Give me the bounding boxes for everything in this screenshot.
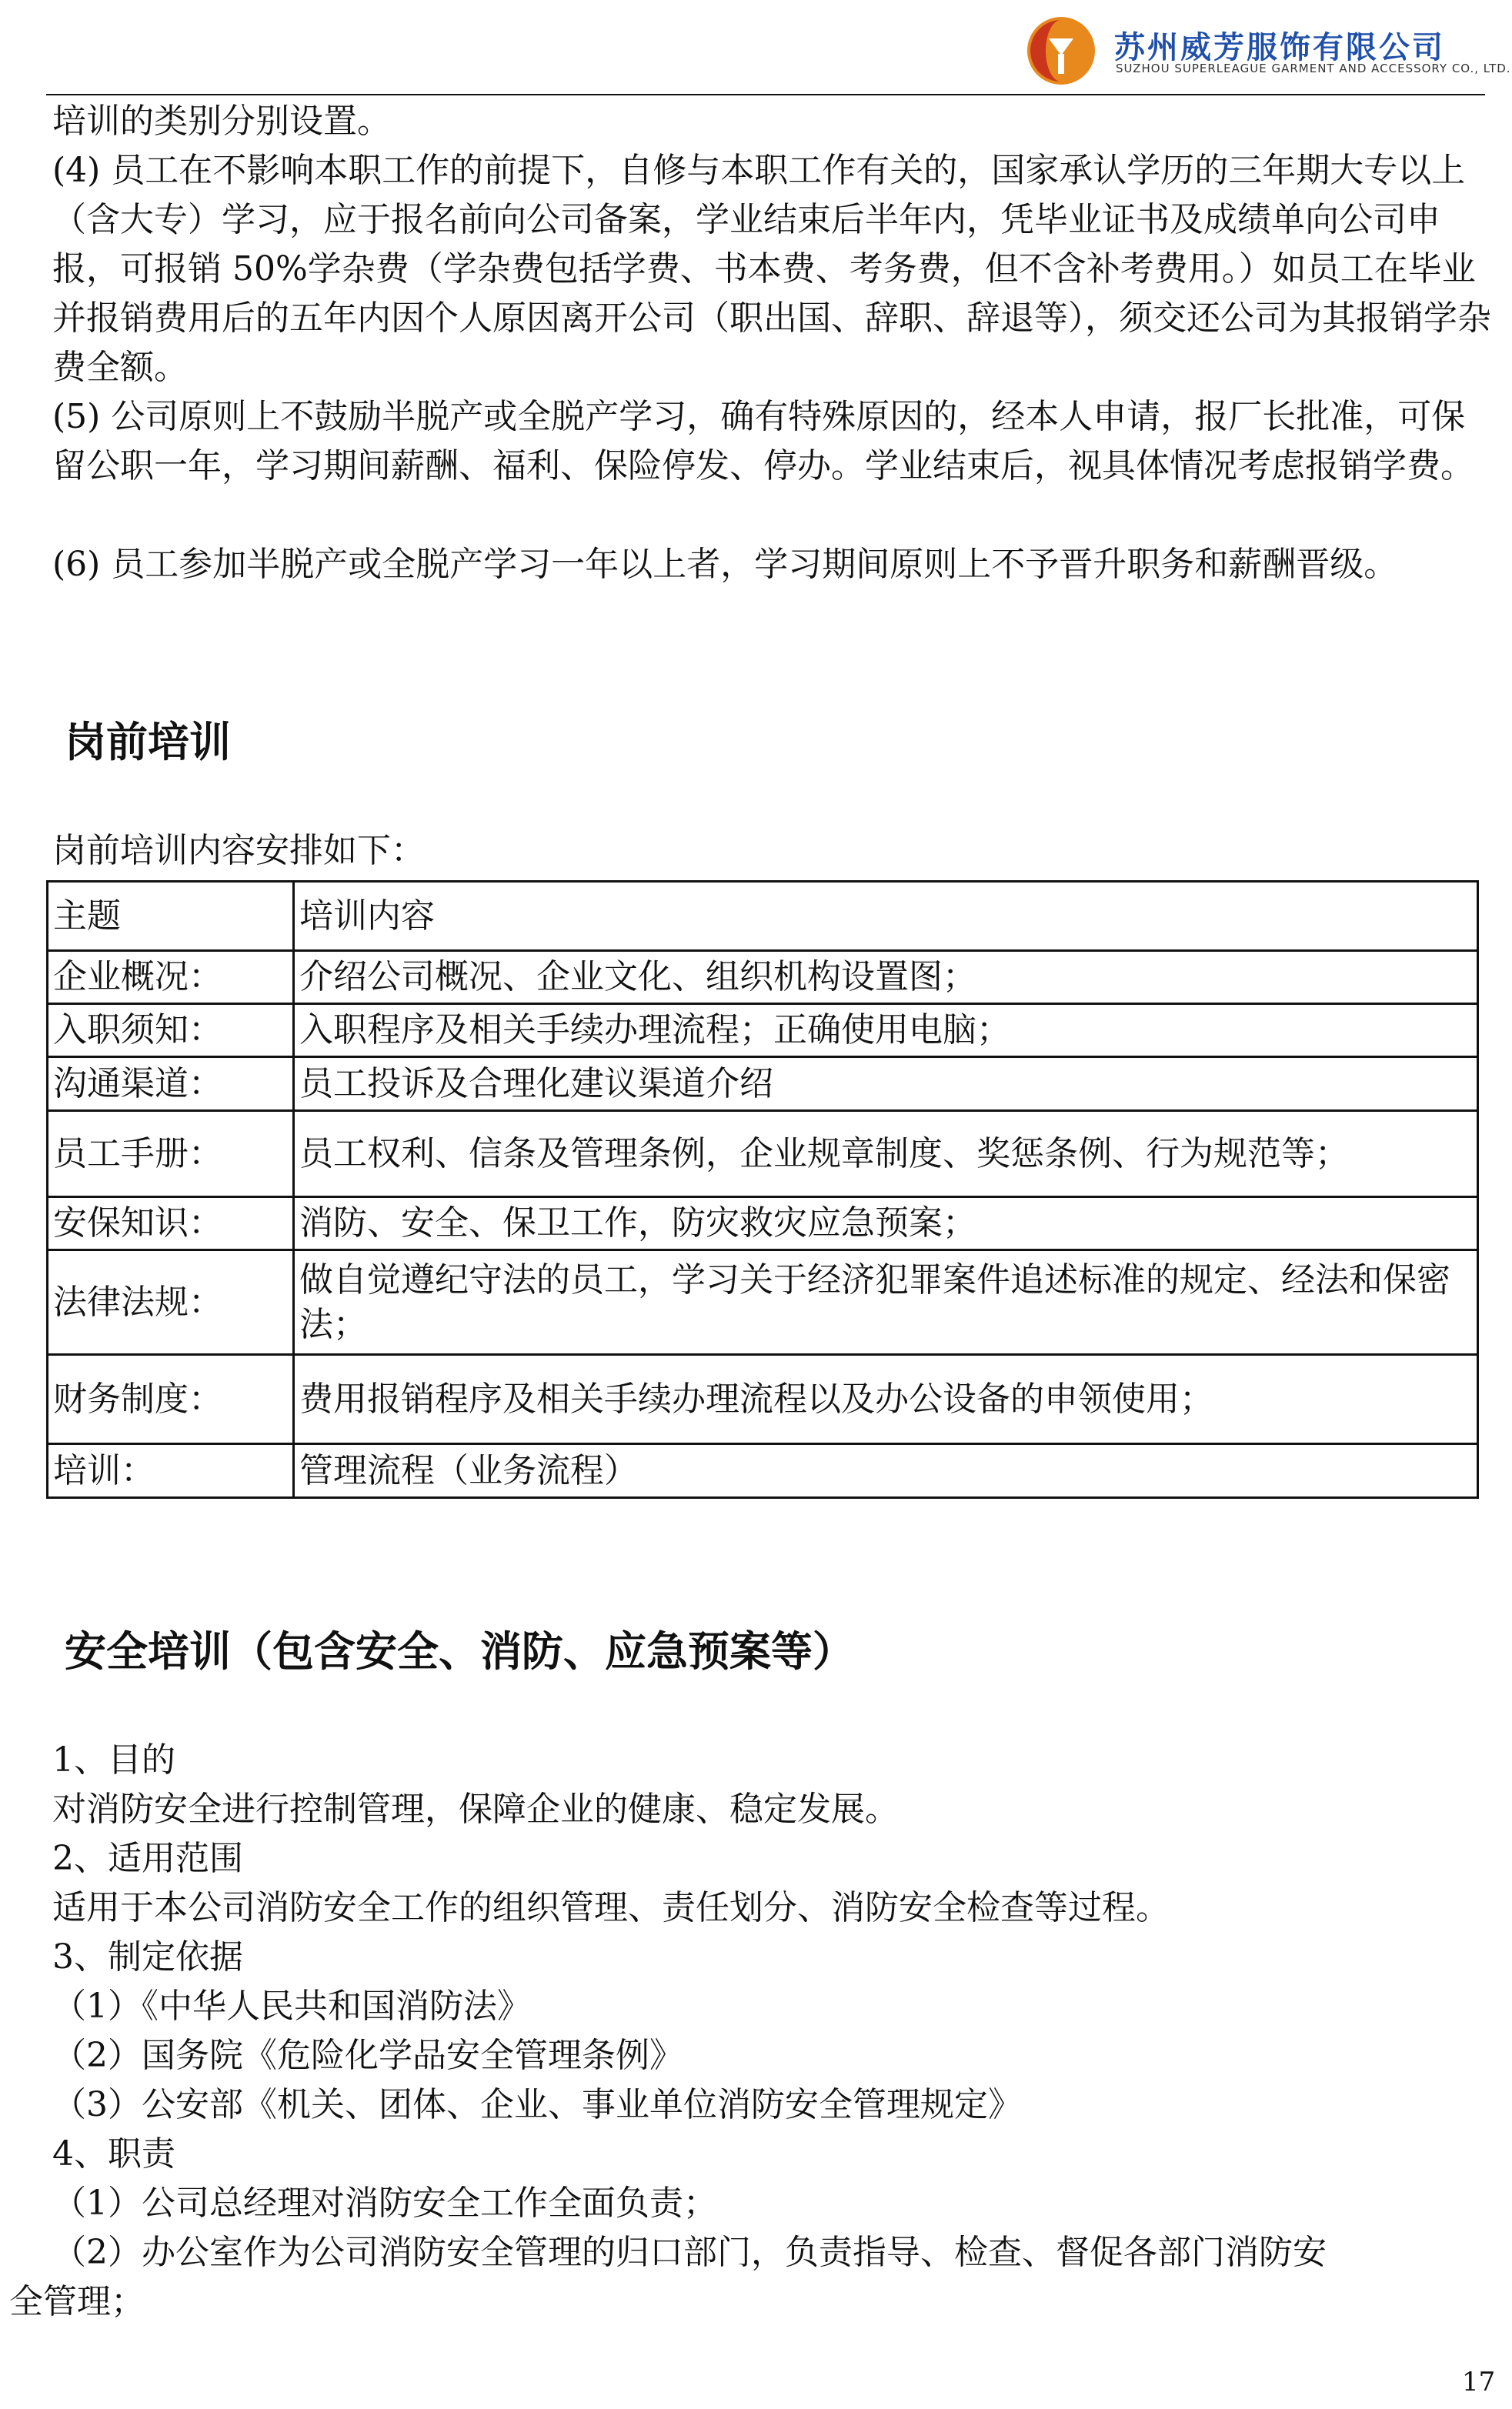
table-cell-topic: 法律法规： xyxy=(48,1250,294,1355)
table-row xyxy=(48,1057,1478,1111)
table-row xyxy=(48,951,1478,1004)
table-row xyxy=(48,1111,1478,1197)
table-cell-content: 介绍公司概况、企业文化、组织机构设置图； xyxy=(294,951,1478,1004)
item-4-paragraph: (4) 员工在不影响本职工作的前提下，自修与本职工作有关的，国家承认学历的三年期大专以上（含大专）学习，应于报名前向公司备案，学业结束后半年内，凭毕业证书及成绩单向公司申报，可报销 50%学杂费（学杂费包括学费、书本费、考务费，但不含补考费用。）如员工在毕业并报销费用后的五年内因个人原因离开公司（职出国、辞职、辞退等），须交还公司为其报销学杂费全额。 xyxy=(52,151,1491,387)
safety-line: （2）国务院《危险化学品安全管理条例》 xyxy=(52,2036,683,2075)
safety-line: （3）公安部《机关、团体、企业、事业单位消防安全管理规定》 xyxy=(52,2085,1022,2124)
safety-line: 3、制定依据 xyxy=(52,1937,243,1977)
table-cell-content: 员工权利、信条及管理条例，企业规章制度、奖惩条例、行为规范等； xyxy=(294,1111,1478,1197)
header-divider xyxy=(46,94,1485,95)
company-name-cn: 苏州威芳服饰有限公司 xyxy=(1114,30,1445,65)
pre-job-lead: 岗前培训内容安排如下： xyxy=(52,831,425,870)
table-cell-topic: 财务制度： xyxy=(48,1355,294,1444)
table-header-topic: 主题 xyxy=(48,882,294,951)
safety-line: （1）《中华人民共和国消防法》 xyxy=(52,1987,531,2026)
safety-line: 4、职责 xyxy=(52,2134,175,2174)
table-row xyxy=(48,1250,1478,1355)
item-6-paragraph: (6) 员工参加半脱产或全脱产学习一年以上者，学习期间原则上不予晋升职务和薪酬晋级。 xyxy=(52,545,1398,584)
table-row xyxy=(48,1004,1478,1057)
pre-job-training-table xyxy=(46,880,1479,1499)
table-cell-content: 员工投诉及合理化建议渠道介绍 xyxy=(294,1057,1478,1111)
table-cell-topic: 安保知识： xyxy=(48,1197,294,1250)
page-header xyxy=(0,0,1512,100)
table-cell-topic: 员工手册： xyxy=(48,1111,294,1197)
safety-line: 全管理； xyxy=(9,2282,145,2321)
table-row xyxy=(48,1197,1478,1250)
pre-job-training-heading: 岗前培训 xyxy=(65,718,231,766)
safety-line: （1）公司总经理对消防安全工作全面负责； xyxy=(52,2184,717,2223)
table-cell-topic: 企业概况： xyxy=(48,951,294,1004)
table-cell-topic: 培训： xyxy=(48,1444,294,1498)
intro-paragraph: 培训的类别分别设置。 xyxy=(52,102,391,141)
safety-line: 对消防安全进行控制管理，保障企业的健康、稳定发展。 xyxy=(52,1790,899,1829)
table-cell-content: 费用报销程序及相关手续办理流程以及办公设备的申领使用； xyxy=(294,1355,1478,1444)
table-cell-content: 管理流程（业务流程） xyxy=(294,1444,1478,1498)
table-cell-content: 消防、安全、保卫工作，防灾救灾应急预案； xyxy=(294,1197,1478,1250)
safety-line: 适用于本公司消防安全工作的组织管理、责任划分、消防安全检查等过程。 xyxy=(52,1888,1170,1927)
company-logo-icon xyxy=(1026,15,1096,86)
safety-line: 1、目的 xyxy=(52,1740,175,1780)
table-cell-content: 做自觉遵纪守法的员工，学习关于经济犯罪案件追述标准的规定、经法和保密法； xyxy=(294,1250,1478,1355)
safety-line: 2、适用范围 xyxy=(52,1839,243,1878)
safety-training-heading: 安全培训（包含安全、消防、应急预案等） xyxy=(65,1627,854,1676)
safety-line: （2）办公室作为公司消防安全管理的归口部门，负责指导、检查、督促各部门消防安 xyxy=(52,2233,1327,2272)
table-cell-topic: 入职须知： xyxy=(48,1004,294,1057)
item-5-paragraph: (5) 公司原则上不鼓励半脱产或全脱产学习，确有特殊原因的，经本人申请，报厂长批准，可保留公职一年，学习期间薪酬、福利、保险停发、停办。学业结束后，视具体情况考虑报销学费。 xyxy=(52,397,1474,485)
table-cell-topic: 沟通渠道： xyxy=(48,1057,294,1111)
table-header-row xyxy=(48,882,1478,951)
table-header-content: 培训内容 xyxy=(294,882,1478,951)
table-cell-content: 入职程序及相关手续办理流程；正确使用电脑； xyxy=(294,1004,1478,1057)
company-name-en: SUZHOU SUPERLEAGUE GARMENT AND ACCESSORY CO., LTD. xyxy=(1116,62,1511,75)
table-row xyxy=(48,1355,1478,1444)
table-row xyxy=(48,1444,1478,1498)
page-number: 17 xyxy=(1462,2367,1496,2397)
